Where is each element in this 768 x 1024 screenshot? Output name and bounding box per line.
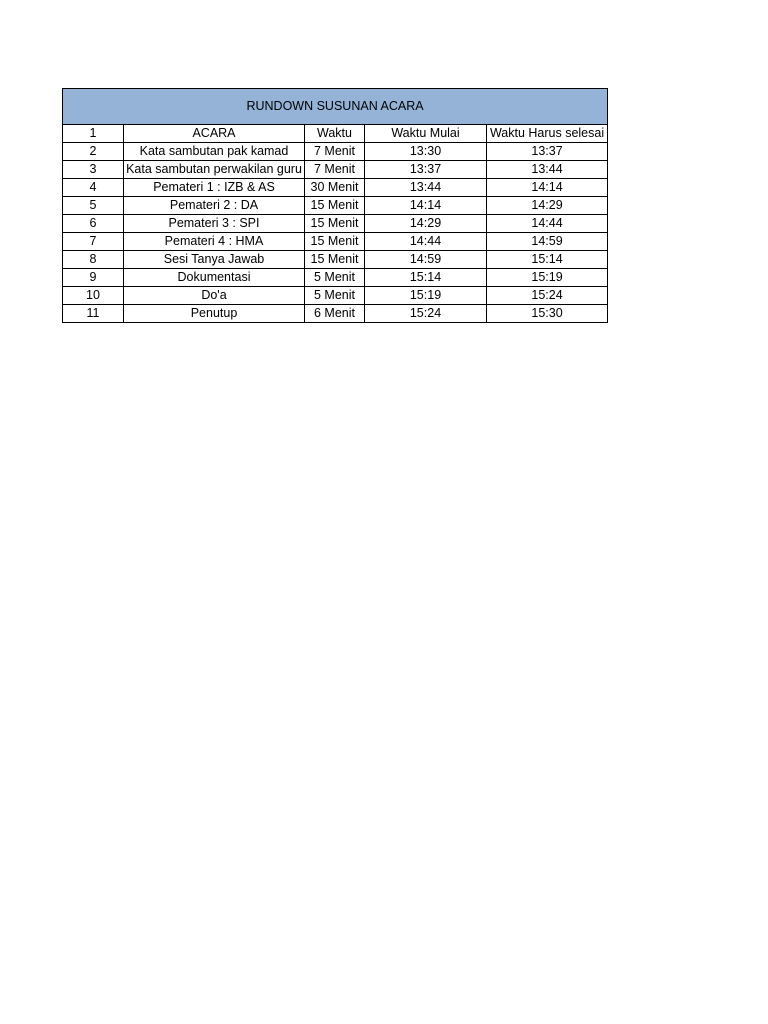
row-waktu: 30 Menit	[305, 179, 365, 197]
row-waktu: 7 Menit	[305, 161, 365, 179]
row-acara: Kata sambutan pak kamad	[124, 143, 305, 161]
row-selesai: 14:59	[487, 233, 608, 251]
rundown-table	[62, 88, 608, 323]
header-waktu-mulai: Waktu Mulai	[365, 125, 487, 143]
table-row	[63, 143, 608, 161]
row-waktu: 6 Menit	[305, 305, 365, 323]
table-row	[63, 251, 608, 269]
table-row	[63, 287, 608, 305]
row-waktu: 15 Menit	[305, 233, 365, 251]
table-row	[63, 215, 608, 233]
header-acara: ACARA	[124, 125, 305, 143]
row-no: 8	[63, 251, 124, 269]
row-no: 4	[63, 179, 124, 197]
row-mulai: 14:14	[365, 197, 487, 215]
row-waktu: 15 Menit	[305, 215, 365, 233]
row-mulai: 15:24	[365, 305, 487, 323]
row-acara: Do'a	[124, 287, 305, 305]
table-row	[63, 197, 608, 215]
row-mulai: 15:14	[365, 269, 487, 287]
row-acara: Kata sambutan perwakilan guru	[124, 161, 305, 179]
row-mulai: 13:37	[365, 161, 487, 179]
row-acara: Pemateri 2 : DA	[124, 197, 305, 215]
row-acara: Dokumentasi	[124, 269, 305, 287]
table-title: RUNDOWN SUSUNAN ACARA	[63, 89, 608, 125]
title-row	[63, 89, 608, 125]
row-selesai: 15:19	[487, 269, 608, 287]
row-waktu: 15 Menit	[305, 197, 365, 215]
row-no: 9	[63, 269, 124, 287]
row-selesai: 15:14	[487, 251, 608, 269]
table-row	[63, 233, 608, 251]
row-mulai: 15:19	[365, 287, 487, 305]
row-waktu: 7 Menit	[305, 143, 365, 161]
row-acara: Pemateri 1 : IZB & AS	[124, 179, 305, 197]
row-no: 10	[63, 287, 124, 305]
row-acara: Sesi Tanya Jawab	[124, 251, 305, 269]
row-waktu: 15 Menit	[305, 251, 365, 269]
row-no: 11	[63, 305, 124, 323]
row-selesai: 14:44	[487, 215, 608, 233]
row-acara: Pemateri 3 : SPI	[124, 215, 305, 233]
row-acara: Penutup	[124, 305, 305, 323]
row-no: 6	[63, 215, 124, 233]
table-row	[63, 269, 608, 287]
row-selesai: 13:37	[487, 143, 608, 161]
row-no: 5	[63, 197, 124, 215]
row-mulai: 13:30	[365, 143, 487, 161]
table-row	[63, 305, 608, 323]
row-selesai: 15:30	[487, 305, 608, 323]
row-selesai: 14:29	[487, 197, 608, 215]
row-mulai: 14:59	[365, 251, 487, 269]
row-no: 3	[63, 161, 124, 179]
row-mulai: 14:44	[365, 233, 487, 251]
row-waktu: 5 Menit	[305, 269, 365, 287]
row-selesai: 15:24	[487, 287, 608, 305]
row-selesai: 14:14	[487, 179, 608, 197]
table-row	[63, 161, 608, 179]
header-waktu-selesai: Waktu Harus selesai	[487, 125, 608, 143]
header-no: 1	[63, 125, 124, 143]
row-mulai: 13:44	[365, 179, 487, 197]
row-selesai: 13:44	[487, 161, 608, 179]
row-acara: Pemateri 4 : HMA	[124, 233, 305, 251]
row-waktu: 5 Menit	[305, 287, 365, 305]
row-no: 2	[63, 143, 124, 161]
row-mulai: 14:29	[365, 215, 487, 233]
row-no: 7	[63, 233, 124, 251]
header-row	[63, 125, 608, 143]
table-row	[63, 179, 608, 197]
header-waktu: Waktu	[305, 125, 365, 143]
